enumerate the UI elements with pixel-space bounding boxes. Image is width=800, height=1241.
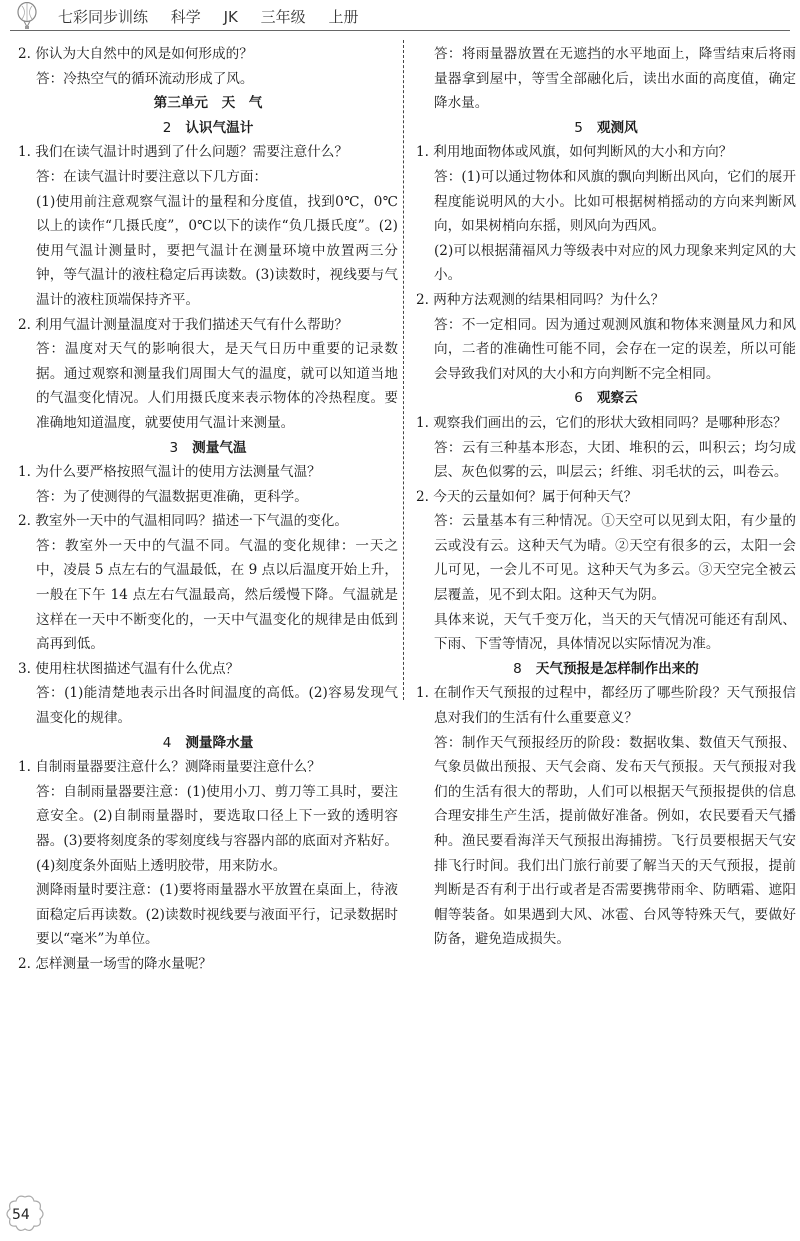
section-heading: [416, 116, 796, 141]
answer: 答：(1)能清楚地表示出各时间温度的高低。(2)容易发现气温变化的规律。: [36, 685, 398, 727]
section-title: 测量气温: [192, 439, 247, 456]
question: 3. 使用柱状图描述气温有什么优点？: [18, 660, 240, 677]
answer: (1)使用前注意观察气温计的量程和分度值，找到0℃，0℃以上的读作“几摄氏度”，0℃以下的读作“负几摄氏度”。(2)使用气温计测量时，要把气温计在测量环境中放置两三分钟，等气温计的液柱稳定后再读数。(3)读数时，视线要与气温计的液柱顶端保持齐平。: [36, 193, 398, 308]
question: 2. 怎样测量一场雪的降水量呢？: [18, 955, 213, 972]
answer: (2)可以根据蒲福风力等级表中对应的风力现象来判定风的大小。: [434, 242, 796, 284]
question: 2. 你认为大自然中的风是如何形成的？: [18, 46, 253, 62]
section-heading: [18, 731, 398, 756]
answer: 答：不一定相同。因为通过观测风旗和物体来测量风力和风向，二者的准确性可能不同，会存在一定的误差，所以可能会导致我们对风的大小和方向判断不完全相同。: [434, 316, 796, 382]
question: 2. 两种方法观测的结果相同吗？为什么？: [416, 291, 665, 308]
question: 1. 利用地面物体或风旗，如何判断风的大小和方向？: [416, 144, 733, 161]
section-number: 3: [169, 439, 179, 456]
question: 2. 利用气温计测量温度对于我们描述天气有什么帮助？: [18, 316, 348, 333]
answer: 答：在读气温计时要注意以下几方面：: [36, 168, 268, 185]
section-number: 2: [162, 119, 172, 136]
page-number: 54: [12, 1207, 30, 1223]
unit-heading: 第三单元 天 气: [153, 95, 263, 112]
page-header: [0, 0, 800, 36]
section-title: 观察云: [596, 390, 638, 407]
section-heading: [18, 116, 398, 141]
question: 1. 我们在读气温计时遇到了什么问题？需要注意什么？: [18, 144, 348, 161]
header-rule: [10, 30, 790, 31]
header-title: [58, 6, 376, 27]
section-title: 天气预报是怎样制作出来的: [535, 660, 699, 677]
answer: 测降雨量时要注意：(1)要将雨量器水平放置在桌面上，待液面稳定后再读数。(2)读数时视线要与液面平行，记录数据时要以“毫米”为单位。: [36, 882, 398, 948]
section-title: 观测风: [596, 119, 638, 136]
question: 2. 教室外一天中的气温相同吗？描述一下气温的变化。: [18, 513, 348, 530]
answer: 具体来说，天气千变万化，当天的天气情况可能还有刮风、下雨、下雪等情况，具体情况以实际情况为准。: [434, 611, 796, 653]
section-number: 8: [513, 660, 522, 677]
header-grade: 三年级: [260, 8, 306, 26]
answer: 答：制作天气预报经历的阶段：数据收集、数值天气预报、气象员做出预报、天气会商、发布天气预报。天气预报对我们的生活有很大的帮助，人们可以根据天气预报提供的信息合理安排生产生活，提前做好准备。例如，农民要看天气播种。渔民要看海洋天气预报出海捕捞。飞行员要根据天气安排飞行时间。我们出门旅行前要了解当天的天气预报，提前判断是否有利于出行或者是否需要携带雨伞、防晒霜、遮阳帽等装备。如果遇到大风、冰雹、台风等特殊天气，要做好防备，避免造成损失。: [434, 734, 796, 948]
answer: 答：云有三种基本形态，大团、堆积的云，叫积云；均匀成层、灰色似雾的云，叫层云；纤维、羽毛状的云，叫卷云。: [434, 439, 796, 481]
question: 1. 为什么要严格按照气温计的使用方法测量气温？: [18, 464, 321, 481]
answer: 答：冷热空气的循环流动形成了风。: [36, 70, 254, 87]
answer: 答：云量基本有三种情况。①天空可以见到太阳，有少量的云或没有云。这种天气为晴。②天空有很多的云，太阳一会儿可见，一会儿不可见。这种天气为多云。③天空完全被云层覆盖，见不到太阳。这种天气为阴。: [434, 513, 796, 604]
answer: 答：为了使测得的气温数据更准确，更科学。: [36, 488, 308, 505]
section-title: 认识气温计: [185, 119, 254, 136]
answer: 答：将雨量器放置在无遮挡的水平地面上，降雪结束后将雨量器拿到屋中，等雪全部融化后，读出水面的高度值，确定降水量。: [434, 46, 796, 112]
question: 1. 自制雨量器要注意什么？测降雨量要注意什么？: [18, 759, 321, 776]
header-volume: 上册: [328, 8, 359, 26]
answer: 答：自制雨量器要注意：(1)使用小刀、剪刀等工具时，要注意安全。(2)自制雨量器时，要选取口径上下一致的透明容器。(3)要将刻度条的零刻度线与容器内部的底面对齐粘好。(4)刻度条外面贴上透明胶带，用来防水。: [36, 783, 398, 874]
left-column: [18, 42, 398, 977]
header-edition: JK: [223, 8, 238, 26]
answer: 答：教室外一天中的气温不同。气温的变化规律：一天之中，凌晨 5 点左右的气温最低，在 9 点以后温度开始上升，一般在下午 14 点左右气温最高，然后缓慢下降。气温就是这样在一天中不断变化的，一天中气温变化的规律是由低到高再到低。: [36, 537, 398, 653]
answer: 答：(1)可以通过物体和风旗的飘向判断出风向，它们的展开程度能说明风的大小。比如可根据树梢摇动的方向来判断风向，如果树梢向东摇，则风向为西风。: [434, 168, 796, 235]
right-column: [416, 42, 796, 952]
header-subject: 科学: [170, 8, 201, 26]
question: 1. 在制作天气预报的过程中，都经历了哪些阶段？天气预报信息对我们的生活有什么重要意义？: [416, 685, 796, 727]
answer: 答：温度对天气的影响很大，是天气日历中重要的记录数据。通过观察和测量我们周围大气的温度，就可以知道当地的气温变化情况。人们用摄氏度来表示物体的冷热程度。要准确地知道温度，就要使用气温计来测量。: [36, 341, 398, 431]
column-divider: [403, 40, 404, 700]
section-heading: [416, 657, 796, 682]
section-heading: [416, 386, 796, 411]
question: 2. 今天的云量如何？属于何种天气？: [416, 488, 638, 505]
section-number: 4: [162, 734, 172, 751]
question: 1. 观察我们画出的云，它们的形状大致相同吗？是哪种形态？: [416, 414, 787, 431]
section-heading: [18, 436, 398, 461]
balloon-icon: [16, 2, 38, 30]
section-title: 测量降水量: [185, 734, 254, 751]
section-number: 6: [574, 390, 583, 407]
section-number: 5: [574, 119, 583, 136]
header-series: 七彩同步训练: [58, 8, 149, 26]
